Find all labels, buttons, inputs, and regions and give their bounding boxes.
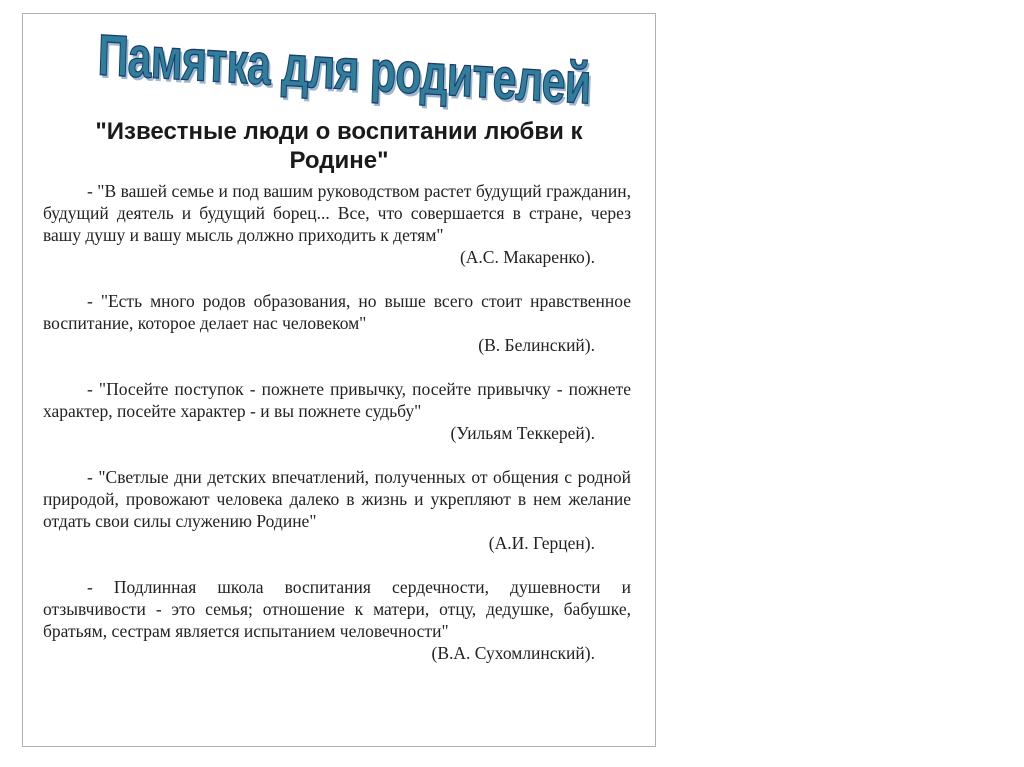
quote-item xyxy=(43,466,631,554)
quote-author: (А.С. Макаренко). xyxy=(459,247,595,267)
quote-item xyxy=(43,378,631,444)
banner-wrap xyxy=(23,22,655,117)
quote-text: - "Посейте поступок - пожнете привычку, посейте привычку - пожнете характер, посейте характер - и вы пожнете судьбу" xyxy=(43,379,631,421)
subtitle: "Известные люди о воспитании любви к Родине" xyxy=(95,118,583,174)
quote-author: (В. Белинский). xyxy=(478,335,595,355)
document-page xyxy=(22,13,656,747)
quote-text: - "Светлые дни детских впечатлений, полученных от общения с родной природой, провожают человека далеко в жизнь и укрепляют в нем желание отдать свои силы служению Родине" xyxy=(43,467,631,531)
quotes-list xyxy=(43,180,631,686)
banner-title: Памятка для родителей xyxy=(96,22,592,117)
quote-item xyxy=(43,180,631,268)
quote-author: (В.А. Сухомлинский). xyxy=(431,643,595,663)
quote-item xyxy=(43,290,631,356)
quote-item xyxy=(43,576,631,664)
quote-author: (Уильям Теккерей). xyxy=(450,423,595,443)
quote-text: - Подлинная школа воспитания сердечности, душевности и отзывчивости - это семья; отношение к матери, отцу, дедушке, бабушке, братьям, сестрам является испытанием человечности" xyxy=(43,577,631,641)
quote-author: (А.И. Герцен). xyxy=(488,533,595,553)
quote-text: - "Есть много родов образования, но выше всего стоит нравственное воспитание, которое делает нас человеком" xyxy=(43,291,631,333)
quote-text: - "В вашей семье и под вашим руководством растет будущий гражданин, будущий деятель и будущий борец... Все, что совершается в стране, через вашу душу и вашу мысль должно приходить к детям" xyxy=(43,181,631,245)
